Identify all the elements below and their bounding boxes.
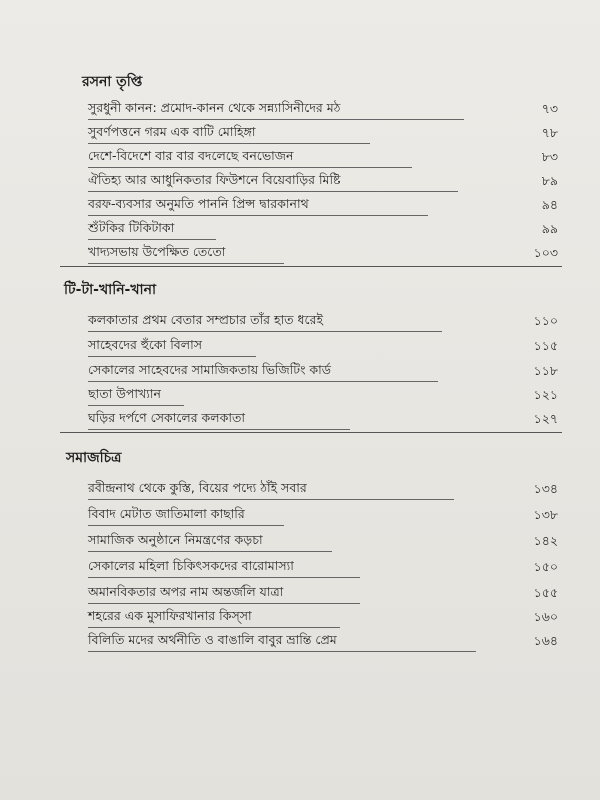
entry-underline (88, 525, 284, 526)
section-divider (60, 432, 562, 433)
entry-title: অমানবিকতার অপর নাম অন্তর্জলি যাত্রা (88, 584, 284, 599)
toc-entry (88, 312, 558, 334)
entry-page: ৭৮ (541, 125, 558, 140)
entry-page: ১৪২ (533, 533, 558, 548)
toc-entry (88, 532, 558, 554)
entry-underline (88, 603, 360, 604)
entry-title: শুঁটকির টিকিটাকা (88, 220, 175, 235)
section-divider (60, 266, 562, 267)
entry-page: ৯৯ (541, 221, 558, 236)
entry-underline (88, 627, 340, 628)
entry-title: ঐতিহ্য আর আধুনিকতার ফিউশনে বিয়েবাড়ির মিষ্টি (88, 172, 341, 187)
toc-entry (88, 608, 558, 630)
entry-title: সেকালের সাহেবদের সামাজিকতায় ভিজিটিং কার্ড (88, 362, 332, 377)
entry-page: ১৬৪ (533, 633, 558, 648)
entry-underline (88, 331, 442, 332)
entry-title: ঘড়ির দর্পণে সেকালের কলকাতা (88, 410, 245, 425)
entry-page: ১১৫ (533, 338, 558, 353)
section-title: টি-টা-খানি-খানা (64, 282, 157, 298)
entry-title: খাদ্যসভায় উপেক্ষিত তেতো (88, 244, 226, 259)
entry-page: ৮৯ (541, 173, 558, 188)
entry-title: কলকাতার প্রথম বেতার সম্প্রচার তাঁর হাত ধরেই (88, 312, 323, 327)
entry-title: শহরের এক মুসাফিরখানার কিস্সা (88, 608, 252, 623)
entry-title: দেশে-বিদেশে বার বার বদলেছে বনভোজন (88, 148, 294, 163)
entry-title: বিবাদ মেটাত জাতিমালা কাছারি (88, 506, 245, 521)
entry-page: ৭৩ (541, 101, 558, 116)
toc-entry (88, 558, 558, 580)
entry-underline (88, 191, 458, 192)
entry-title: বরফ-ব্যবসার অনুমতি পাননি প্রিন্স দ্বারকানাথ (88, 196, 309, 211)
toc-entry (88, 584, 558, 606)
entry-underline (88, 263, 284, 264)
toc-entry (88, 480, 558, 502)
toc-entry (88, 386, 558, 408)
toc-entry (88, 172, 558, 194)
entry-underline (88, 429, 350, 430)
entry-title: সুরধুনী কানন: প্রমোদ-কানন থেকে সন্ন্যাসিনীদের মঠ (88, 100, 341, 115)
entry-underline (88, 499, 454, 500)
entry-page: ১৩৪ (533, 481, 558, 496)
toc-entry (88, 632, 558, 654)
entry-title: ছাতা উপাখ্যান (88, 386, 161, 401)
entry-page: ১০৩ (533, 245, 558, 260)
entry-page: ১২১ (533, 387, 558, 402)
entry-underline (88, 356, 256, 357)
entry-title: সুবর্ণপত্তনে গরম এক বাটি মোহিঙ্গা (88, 124, 256, 139)
entry-title: সেকালের মহিলা চিকিৎসকদের বারোমাস্যা (88, 558, 294, 573)
toc-entry (88, 100, 558, 122)
section-title: রসনা তৃপ্তি (82, 74, 143, 90)
entry-page: ১৩৮ (533, 507, 558, 522)
entry-underline (88, 167, 412, 168)
toc-entry (88, 244, 558, 266)
entry-underline (88, 577, 360, 578)
entry-underline (88, 239, 216, 240)
entry-underline (88, 381, 438, 382)
entry-underline (88, 651, 476, 652)
toc-entry (88, 362, 558, 384)
entry-title: সাহেবদের হুঁকো বিলাস (88, 337, 202, 352)
entry-title: সামাজিক অনুষ্ঠানে নিমন্ত্রণের কড়চা (88, 532, 263, 547)
entry-underline (88, 215, 428, 216)
entry-underline (88, 143, 370, 144)
entry-title: বিলিতি মদের অর্থনীতি ও বাঙালি বাবুর ভ্রান্তি প্রেম (88, 632, 337, 647)
entry-page: ১৬০ (533, 609, 558, 624)
toc-entry (88, 220, 558, 242)
toc-entry (88, 410, 558, 432)
entry-page: ১৫০ (533, 559, 558, 574)
entry-page: ৯৪ (541, 197, 558, 212)
entry-page: ১১৮ (533, 363, 558, 378)
entry-title: রবীন্দ্রনাথ থেকে কুস্তি, বিয়ের পদ্যে ঠাঁই সবার (88, 480, 307, 495)
toc-entry (88, 124, 558, 146)
entry-page: ১২৭ (533, 411, 558, 426)
entry-page: ১৫৫ (533, 585, 558, 600)
toc-entry (88, 337, 558, 359)
toc-entry (88, 506, 558, 528)
toc-entry (88, 148, 558, 170)
section-title: সমাজচিত্র (66, 450, 122, 466)
entry-underline (88, 119, 464, 120)
entry-underline (88, 551, 332, 552)
entry-page: ৮৩ (541, 149, 558, 164)
entry-page: ১১০ (533, 313, 558, 328)
entry-underline (88, 405, 184, 406)
toc-entry (88, 196, 558, 218)
